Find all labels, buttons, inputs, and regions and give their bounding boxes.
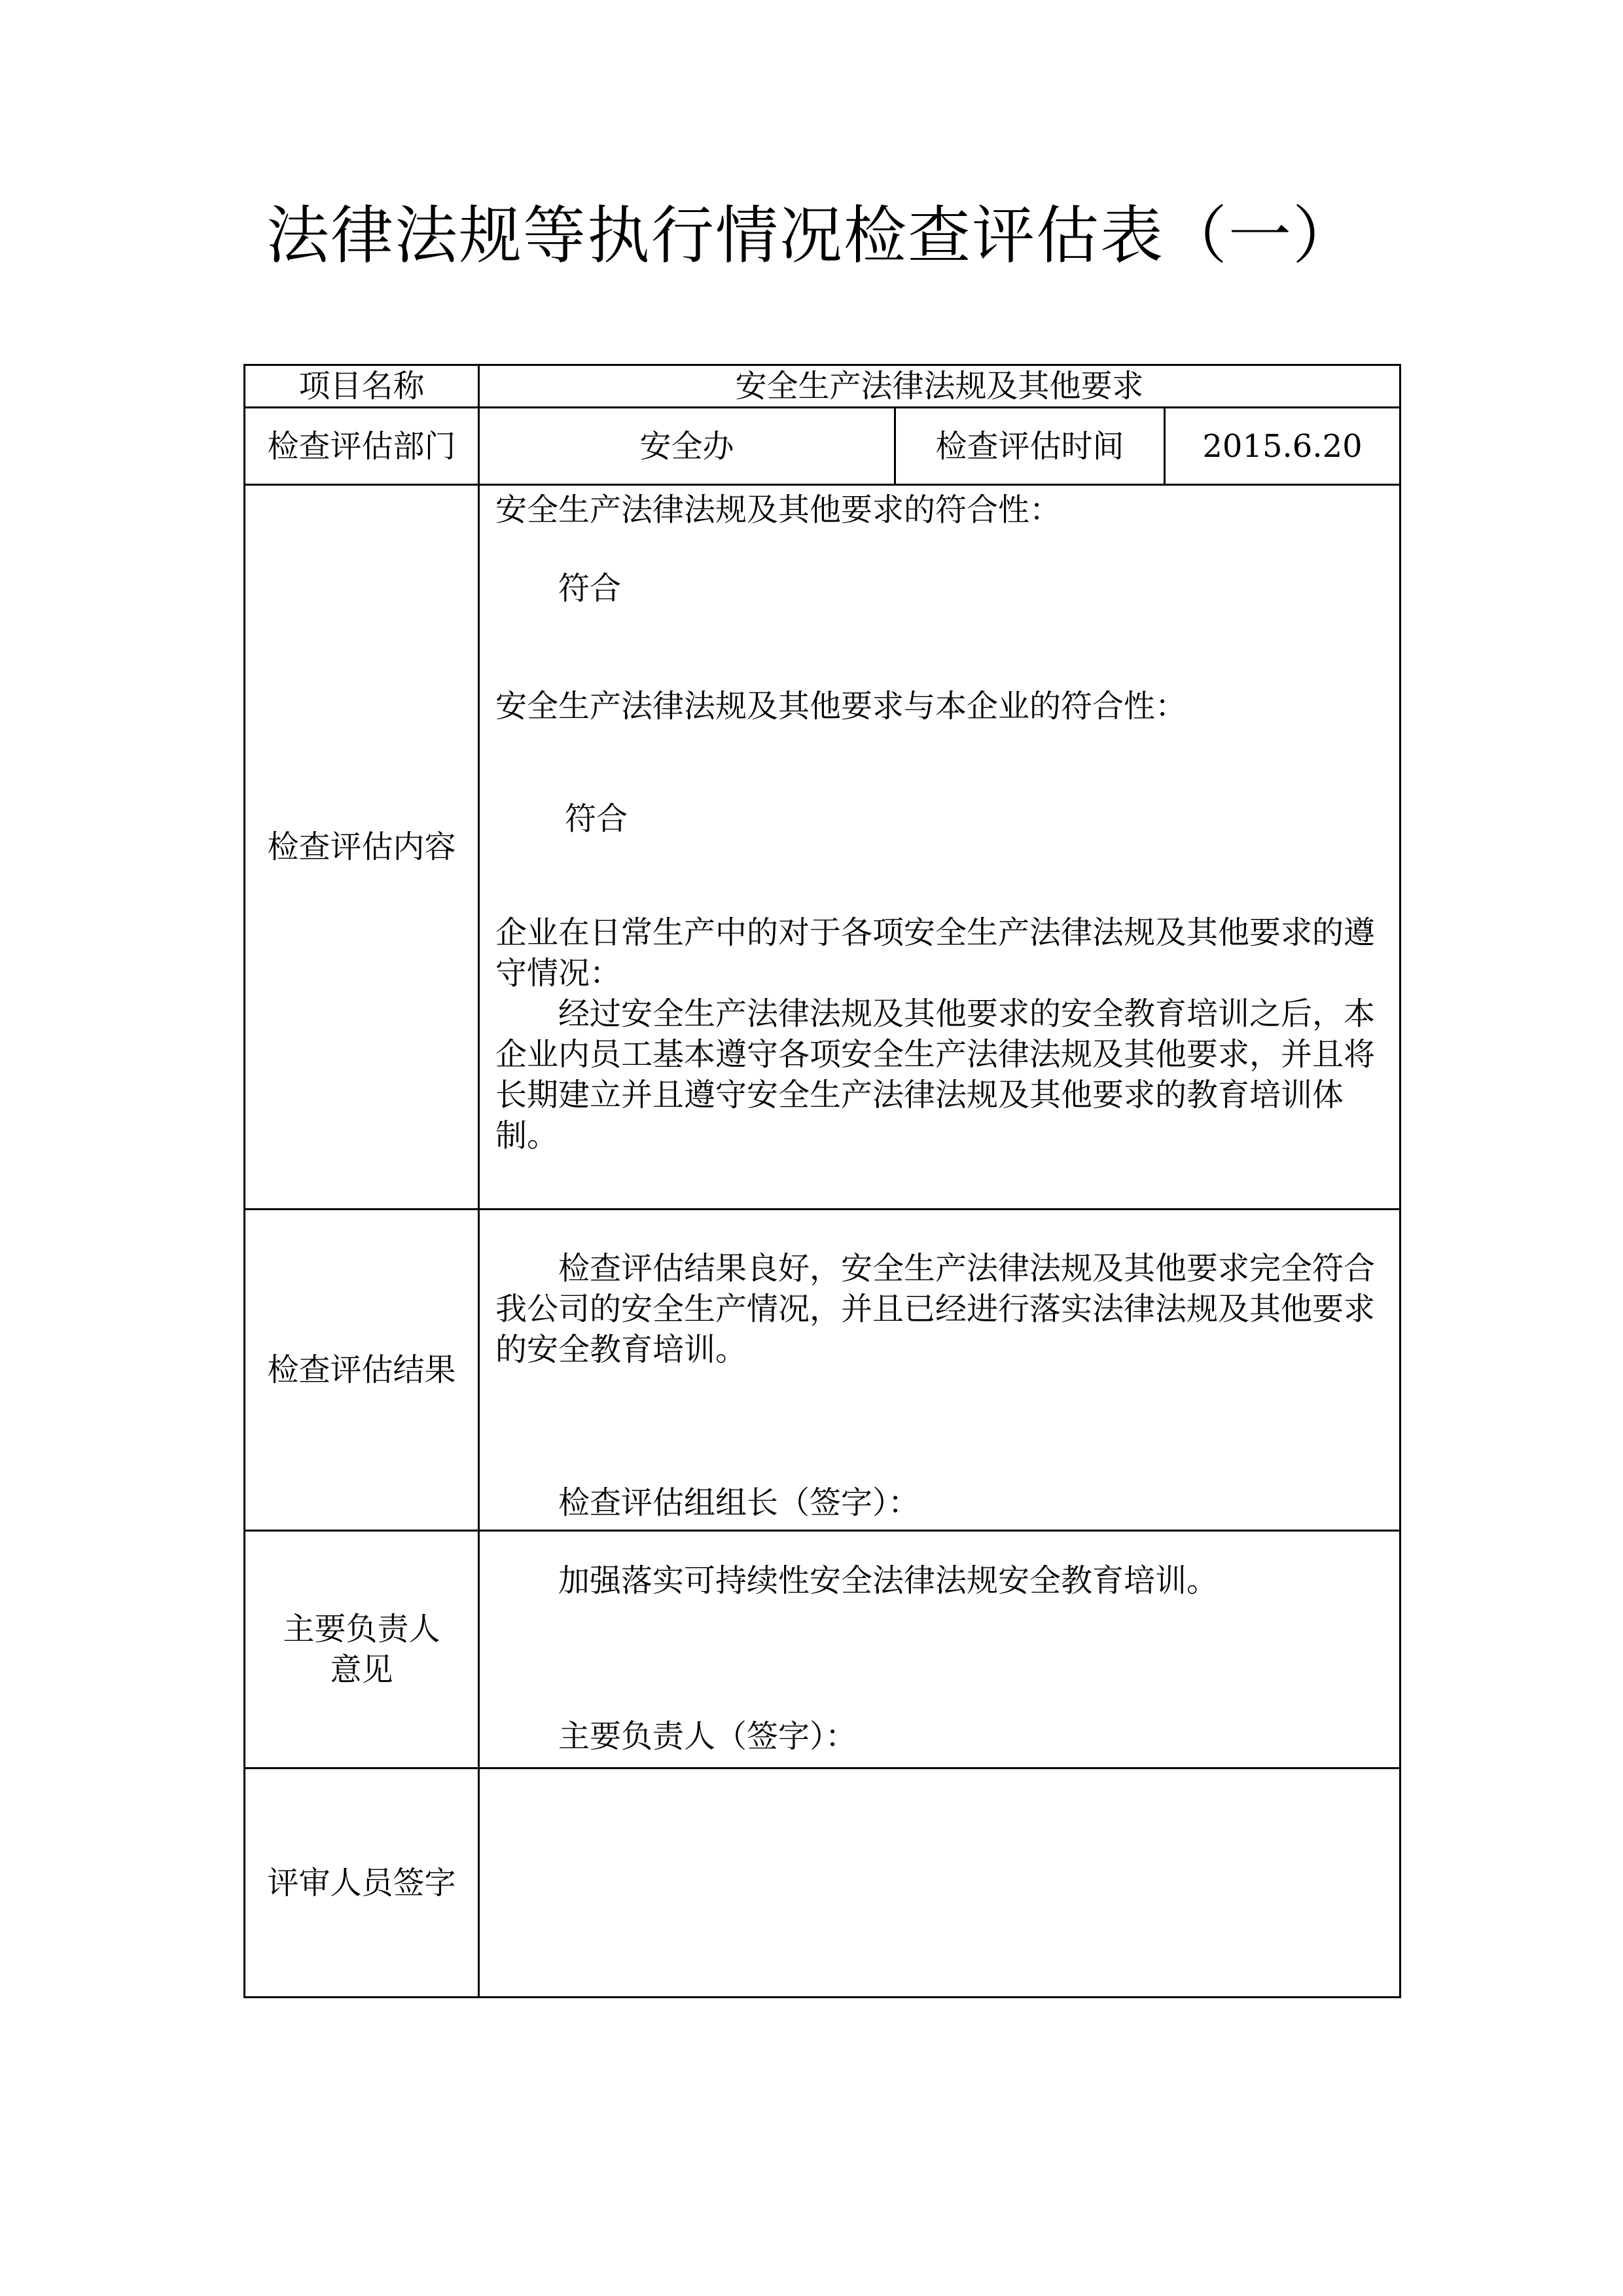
reviewer-signature-cell[interactable] [479, 1768, 1400, 1998]
time-label: 检查评估时间 [895, 408, 1165, 485]
content-cell [479, 485, 1400, 1210]
page-title: 法律法规等执行情况检查评估表（一） [266, 199, 1357, 272]
content-question-1: 安全生产法律法规及其他要求的符合性： [495, 492, 1061, 528]
result-label: 检查评估结果 [245, 1210, 479, 1531]
result-text: 检查评估结果良好，安全生产法律法规及其他要求完全符合我公司的安全生产情况，并且已经进行落实法律法规及其他要求的安全教育培训。 [495, 1250, 1376, 1368]
opinion-label-line1: 主要负责人 [283, 1611, 440, 1647]
result-signature-line: 检查评估组组长（签字）： [558, 1484, 920, 1521]
content-label: 检查评估内容 [245, 485, 479, 1210]
opinion-text: 加强落实可持续性安全法律法规安全教育培训。 [558, 1562, 1219, 1599]
opinion-label [245, 1531, 479, 1768]
project-name-label: 项目名称 [245, 365, 479, 408]
reviewer-label: 评审人员签字 [245, 1768, 479, 1998]
content-question-3: 企业在日常生产中的对于各项安全生产法律法规及其他要求的遵守情况： [495, 914, 1376, 992]
content-answer-1: 符合 [558, 570, 622, 607]
content-answer-2: 符合 [565, 800, 628, 837]
time-value: 2015.6.20 [1165, 408, 1400, 485]
evaluation-form-table [243, 364, 1401, 1998]
row-reviewer [245, 1768, 1400, 1998]
opinion-label-line2: 意见 [330, 1651, 393, 1688]
department-label: 检查评估部门 [245, 408, 479, 485]
row-department-time [245, 408, 1400, 485]
opinion-signature-line: 主要负责人（签字）： [558, 1718, 857, 1755]
content-answer-3: 经过安全生产法律法规及其他要求的安全教育培训之后，本企业内员工基本遵守各项安全生产法律法规及其他要求，并且将长期建立并且遵守安全生产法律法规及其他要求的教育培训体制。 [495, 996, 1376, 1154]
row-opinion [245, 1531, 1400, 1768]
row-result [245, 1210, 1400, 1531]
row-content [245, 485, 1400, 1210]
content-question-2: 安全生产法律法规及其他要求与本企业的符合性： [495, 688, 1187, 725]
result-cell [479, 1210, 1400, 1531]
project-name-value: 安全生产法律法规及其他要求 [479, 365, 1400, 408]
opinion-cell [479, 1531, 1400, 1768]
row-project-name [245, 365, 1400, 408]
department-value: 安全办 [479, 408, 895, 485]
